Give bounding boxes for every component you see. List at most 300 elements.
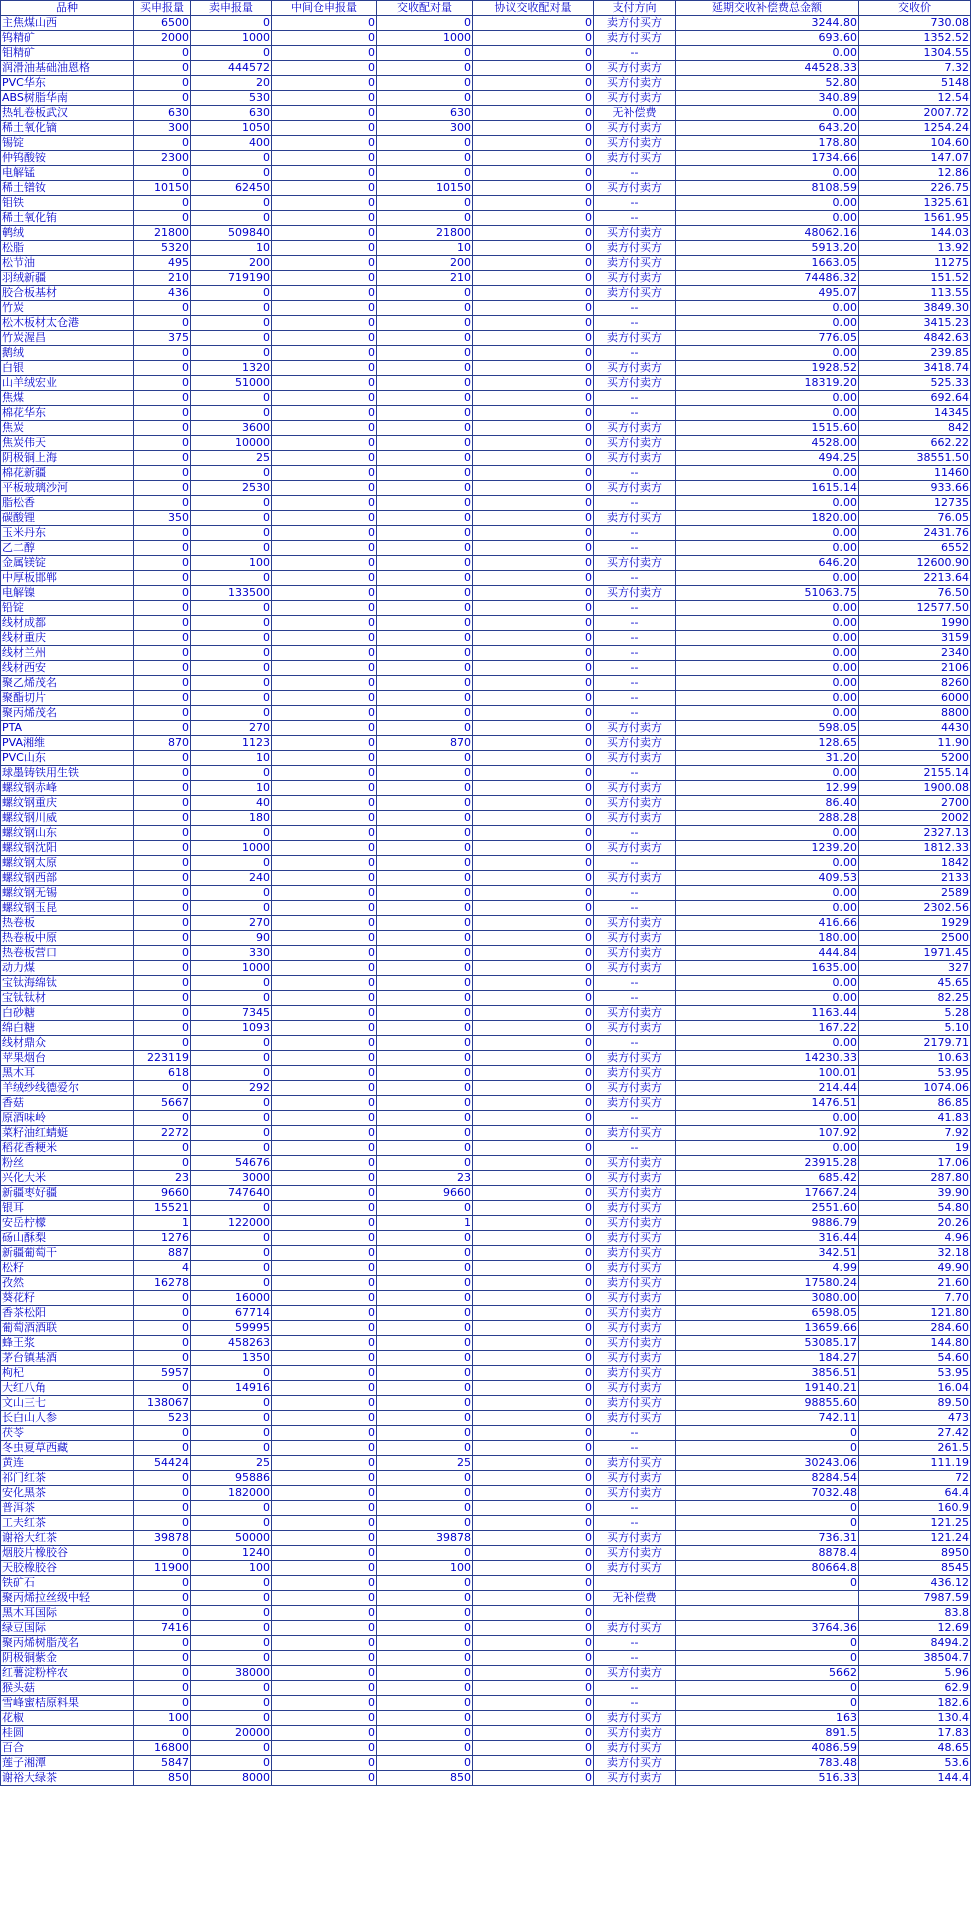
cell-buy-qty: 0 (134, 136, 191, 151)
cell-product-name: 竹炭渥昌 (1, 331, 134, 346)
cell-agreement-qty: 0 (473, 1321, 594, 1336)
cell-product-name: 稀土氧化镝 (1, 121, 134, 136)
cell-middle-qty: 0 (272, 1051, 377, 1066)
cell-buy-qty: 9660 (134, 1186, 191, 1201)
table-row (1, 631, 971, 646)
cell-sell-qty: 182000 (191, 1486, 272, 1501)
cell-middle-qty: 0 (272, 406, 377, 421)
cell-buy-qty: 0 (134, 451, 191, 466)
cell-middle-qty: 0 (272, 1216, 377, 1231)
cell-matched-qty: 0 (377, 931, 473, 946)
cell-sell-qty: 240 (191, 871, 272, 886)
cell-pay-direction: 买方付卖方 (594, 1771, 676, 1786)
cell-agreement-qty: 0 (473, 271, 594, 286)
cell-buy-qty: 0 (134, 916, 191, 931)
cell-product-name: 螺纹钢太原 (1, 856, 134, 871)
cell-product-name: 电解镍 (1, 586, 134, 601)
cell-product-name: 锡锭 (1, 136, 134, 151)
cell-delivery-price: 41.83 (859, 1111, 971, 1126)
cell-buy-qty: 0 (134, 1486, 191, 1501)
cell-product-name: 焦煤 (1, 391, 134, 406)
cell-product-name: 粉丝 (1, 1156, 134, 1171)
cell-compensation-amount: 0 (676, 1576, 859, 1591)
cell-agreement-qty: 0 (473, 1186, 594, 1201)
cell-sell-qty: 0 (191, 1426, 272, 1441)
cell-middle-qty: 0 (272, 1486, 377, 1501)
cell-agreement-qty: 0 (473, 886, 594, 901)
cell-product-name: 白银 (1, 361, 134, 376)
cell-product-name: 钼铁 (1, 196, 134, 211)
cell-compensation-amount: 646.20 (676, 556, 859, 571)
table-row (1, 1276, 971, 1291)
table-row (1, 976, 971, 991)
cell-agreement-qty: 0 (473, 661, 594, 676)
cell-buy-qty: 6500 (134, 16, 191, 31)
cell-agreement-qty: 0 (473, 106, 594, 121)
cell-matched-qty: 0 (377, 616, 473, 631)
cell-buy-qty: 39878 (134, 1531, 191, 1546)
cell-compensation-amount: 0.00 (676, 601, 859, 616)
cell-pay-direction: 无补偿费 (594, 106, 676, 121)
table-row (1, 1741, 971, 1756)
cell-compensation-amount: 23915.28 (676, 1156, 859, 1171)
cell-agreement-qty: 0 (473, 781, 594, 796)
cell-compensation-amount: 7032.48 (676, 1486, 859, 1501)
cell-delivery-price: 16.04 (859, 1381, 971, 1396)
cell-buy-qty: 16800 (134, 1741, 191, 1756)
table-row (1, 286, 971, 301)
cell-middle-qty: 0 (272, 976, 377, 991)
col-header-matched-qty: 交收配对量 (377, 1, 473, 16)
cell-pay-direction: 卖方付买方 (594, 1756, 676, 1771)
cell-delivery-price: 12.69 (859, 1621, 971, 1636)
cell-buy-qty: 618 (134, 1066, 191, 1081)
cell-buy-qty: 870 (134, 736, 191, 751)
cell-agreement-qty: 0 (473, 346, 594, 361)
cell-sell-qty: 0 (191, 691, 272, 706)
cell-middle-qty: 0 (272, 1501, 377, 1516)
cell-pay-direction: 卖方付买方 (594, 1411, 676, 1426)
cell-product-name: 聚酯切片 (1, 691, 134, 706)
cell-product-name: PVC山东 (1, 751, 134, 766)
cell-matched-qty: 0 (377, 151, 473, 166)
cell-matched-qty: 0 (377, 91, 473, 106)
cell-pay-direction: 买方付卖方 (594, 1471, 676, 1486)
cell-middle-qty: 0 (272, 196, 377, 211)
cell-delivery-price: 11275 (859, 256, 971, 271)
table-row (1, 1606, 971, 1621)
cell-product-name: 绿豆国际 (1, 1621, 134, 1636)
cell-matched-qty: 0 (377, 886, 473, 901)
cell-product-name: 安化黑茶 (1, 1486, 134, 1501)
cell-sell-qty: 0 (191, 1636, 272, 1651)
cell-product-name: 烟胶片橡胶谷 (1, 1546, 134, 1561)
table-row (1, 331, 971, 346)
cell-sell-qty: 0 (191, 1621, 272, 1636)
cell-product-name: 莲子湘潭 (1, 1756, 134, 1771)
cell-product-name: 枸杞 (1, 1366, 134, 1381)
cell-agreement-qty: 0 (473, 301, 594, 316)
cell-matched-qty: 0 (377, 946, 473, 961)
cell-pay-direction: 买方付卖方 (594, 1531, 676, 1546)
cell-middle-qty: 0 (272, 676, 377, 691)
cell-agreement-qty: 0 (473, 871, 594, 886)
cell-product-name: 仲钨酸铵 (1, 151, 134, 166)
cell-product-name: 羽绒新疆 (1, 271, 134, 286)
cell-matched-qty: 0 (377, 421, 473, 436)
cell-middle-qty: 0 (272, 526, 377, 541)
cell-product-name: 阴极铜紫金 (1, 1651, 134, 1666)
cell-pay-direction: 买方付卖方 (594, 436, 676, 451)
cell-middle-qty: 0 (272, 1516, 377, 1531)
cell-agreement-qty: 0 (473, 646, 594, 661)
cell-middle-qty: 0 (272, 1231, 377, 1246)
cell-matched-qty: 0 (377, 1501, 473, 1516)
cell-middle-qty: 0 (272, 1561, 377, 1576)
cell-compensation-amount: 0.00 (676, 346, 859, 361)
cell-matched-qty: 0 (377, 1306, 473, 1321)
cell-pay-direction: -- (594, 886, 676, 901)
cell-matched-qty: 0 (377, 76, 473, 91)
cell-pay-direction: 买方付卖方 (594, 721, 676, 736)
cell-sell-qty: 0 (191, 496, 272, 511)
table-row (1, 1051, 971, 1066)
table-row (1, 1636, 971, 1651)
cell-matched-qty: 0 (377, 841, 473, 856)
cell-matched-qty: 23 (377, 1171, 473, 1186)
cell-agreement-qty: 0 (473, 1651, 594, 1666)
cell-sell-qty: 67714 (191, 1306, 272, 1321)
cell-agreement-qty: 0 (473, 1741, 594, 1756)
cell-compensation-amount: 891.5 (676, 1726, 859, 1741)
cell-buy-qty: 850 (134, 1771, 191, 1786)
cell-pay-direction: 买方付卖方 (594, 1021, 676, 1036)
cell-sell-qty: 0 (191, 676, 272, 691)
cell-matched-qty: 0 (377, 796, 473, 811)
cell-matched-qty: 1 (377, 1216, 473, 1231)
cell-agreement-qty: 0 (473, 1336, 594, 1351)
cell-matched-qty: 0 (377, 856, 473, 871)
cell-sell-qty: 0 (191, 991, 272, 1006)
cell-middle-qty: 0 (272, 1156, 377, 1171)
cell-buy-qty: 0 (134, 421, 191, 436)
table-row (1, 586, 971, 601)
cell-buy-qty: 0 (134, 436, 191, 451)
cell-matched-qty: 10 (377, 241, 473, 256)
cell-agreement-qty: 0 (473, 541, 594, 556)
cell-middle-qty: 0 (272, 1681, 377, 1696)
cell-middle-qty: 0 (272, 811, 377, 826)
cell-buy-qty: 0 (134, 871, 191, 886)
cell-pay-direction: 卖方付买方 (594, 1096, 676, 1111)
table-row (1, 676, 971, 691)
cell-matched-qty: 0 (377, 1201, 473, 1216)
table-row (1, 1591, 971, 1606)
cell-agreement-qty: 0 (473, 1636, 594, 1651)
cell-compensation-amount: 0.00 (676, 1111, 859, 1126)
cell-agreement-qty: 0 (473, 526, 594, 541)
cell-sell-qty: 1123 (191, 736, 272, 751)
cell-compensation-amount: 48062.16 (676, 226, 859, 241)
cell-compensation-amount: 0.00 (676, 766, 859, 781)
cell-middle-qty: 0 (272, 961, 377, 976)
cell-delivery-price: 121.24 (859, 1531, 971, 1546)
cell-sell-qty: 0 (191, 406, 272, 421)
cell-compensation-amount: 12.99 (676, 781, 859, 796)
cell-buy-qty: 0 (134, 346, 191, 361)
cell-agreement-qty: 0 (473, 1696, 594, 1711)
table-row (1, 1156, 971, 1171)
cell-pay-direction: 买方付卖方 (594, 946, 676, 961)
cell-agreement-qty: 0 (473, 1546, 594, 1561)
cell-agreement-qty: 0 (473, 1501, 594, 1516)
cell-compensation-amount: 1515.60 (676, 421, 859, 436)
cell-buy-qty: 0 (134, 1666, 191, 1681)
table-row (1, 196, 971, 211)
cell-middle-qty: 0 (272, 76, 377, 91)
cell-sell-qty: 630 (191, 106, 272, 121)
cell-delivery-price: 5.96 (859, 1666, 971, 1681)
cell-middle-qty: 0 (272, 1711, 377, 1726)
cell-middle-qty: 0 (272, 706, 377, 721)
cell-product-name: 安岳柠檬 (1, 1216, 134, 1231)
cell-delivery-price: 2106 (859, 661, 971, 676)
cell-product-name: 苹果烟台 (1, 1051, 134, 1066)
cell-buy-qty: 0 (134, 721, 191, 736)
table-row (1, 601, 971, 616)
cell-buy-qty: 0 (134, 1591, 191, 1606)
cell-pay-direction: 买方付卖方 (594, 931, 676, 946)
cell-agreement-qty: 0 (473, 376, 594, 391)
cell-sell-qty: 10000 (191, 436, 272, 451)
cell-compensation-amount: 3856.51 (676, 1366, 859, 1381)
cell-buy-qty: 0 (134, 1441, 191, 1456)
cell-pay-direction: 卖方付买方 (594, 1276, 676, 1291)
cell-pay-direction: 买方付卖方 (594, 736, 676, 751)
cell-compensation-amount: 0 (676, 1516, 859, 1531)
cell-compensation-amount: 19140.21 (676, 1381, 859, 1396)
cell-compensation-amount: 53085.17 (676, 1336, 859, 1351)
cell-compensation-amount (676, 1606, 859, 1621)
cell-delivery-price: 147.07 (859, 151, 971, 166)
table-row (1, 1456, 971, 1471)
cell-product-name: 冬虫夏草西藏 (1, 1441, 134, 1456)
cell-pay-direction: -- (594, 196, 676, 211)
cell-compensation-amount: 0.00 (676, 106, 859, 121)
cell-middle-qty: 0 (272, 31, 377, 46)
cell-delivery-price: 151.52 (859, 271, 971, 286)
table-row (1, 1291, 971, 1306)
cell-agreement-qty: 0 (473, 1711, 594, 1726)
cell-middle-qty: 0 (272, 1261, 377, 1276)
cell-pay-direction: 买方付卖方 (594, 811, 676, 826)
cell-middle-qty: 0 (272, 1306, 377, 1321)
cell-pay-direction: 卖方付买方 (594, 151, 676, 166)
cell-matched-qty: 200 (377, 256, 473, 271)
cell-product-name: 螺纹钢玉昆 (1, 901, 134, 916)
cell-middle-qty: 0 (272, 826, 377, 841)
table-row (1, 1411, 971, 1426)
cell-delivery-price: 6000 (859, 691, 971, 706)
cell-buy-qty: 5667 (134, 1096, 191, 1111)
cell-pay-direction: -- (594, 346, 676, 361)
cell-compensation-amount: 3764.36 (676, 1621, 859, 1636)
cell-compensation-amount: 0.00 (676, 631, 859, 646)
cell-compensation-amount: 1476.51 (676, 1096, 859, 1111)
cell-matched-qty: 0 (377, 601, 473, 616)
cell-pay-direction: -- (594, 541, 676, 556)
cell-product-name: 银耳 (1, 1201, 134, 1216)
cell-compensation-amount: 178.80 (676, 136, 859, 151)
cell-product-name: 茯苓 (1, 1426, 134, 1441)
cell-delivery-price: 160.9 (859, 1501, 971, 1516)
cell-product-name: 黑木耳 (1, 1066, 134, 1081)
cell-matched-qty: 300 (377, 121, 473, 136)
cell-agreement-qty: 0 (473, 1156, 594, 1171)
cell-matched-qty: 0 (377, 1366, 473, 1381)
cell-matched-qty: 0 (377, 436, 473, 451)
cell-product-name: 百合 (1, 1741, 134, 1756)
cell-product-name: 螺纹钢西部 (1, 871, 134, 886)
cell-pay-direction: 卖方付买方 (594, 1711, 676, 1726)
cell-agreement-qty: 0 (473, 46, 594, 61)
cell-agreement-qty: 0 (473, 991, 594, 1006)
table-row (1, 1096, 971, 1111)
cell-pay-direction: 卖方付买方 (594, 1261, 676, 1276)
cell-middle-qty: 0 (272, 106, 377, 121)
table-row (1, 826, 971, 841)
cell-compensation-amount: 0.00 (676, 886, 859, 901)
table-row (1, 946, 971, 961)
cell-pay-direction: 买方付卖方 (594, 1321, 676, 1336)
cell-product-name: 白砂糖 (1, 1006, 134, 1021)
cell-sell-qty: 14916 (191, 1381, 272, 1396)
cell-buy-qty: 0 (134, 691, 191, 706)
cell-sell-qty: 0 (191, 1651, 272, 1666)
table-row (1, 121, 971, 136)
cell-buy-qty: 4 (134, 1261, 191, 1276)
cell-delivery-price: 48.65 (859, 1741, 971, 1756)
cell-delivery-price: 17.83 (859, 1726, 971, 1741)
cell-sell-qty: 0 (191, 1696, 272, 1711)
cell-matched-qty: 0 (377, 346, 473, 361)
cell-agreement-qty: 0 (473, 976, 594, 991)
cell-buy-qty: 0 (134, 1036, 191, 1051)
cell-product-name: 大红八角 (1, 1381, 134, 1396)
cell-matched-qty: 0 (377, 1681, 473, 1696)
cell-delivery-price: 1812.33 (859, 841, 971, 856)
cell-pay-direction: 卖方付买方 (594, 1066, 676, 1081)
cell-pay-direction: -- (594, 316, 676, 331)
cell-buy-qty: 0 (134, 826, 191, 841)
cell-buy-qty: 523 (134, 1411, 191, 1426)
cell-buy-qty: 16278 (134, 1276, 191, 1291)
cell-matched-qty: 0 (377, 901, 473, 916)
cell-compensation-amount: 51063.75 (676, 586, 859, 601)
table-row (1, 76, 971, 91)
cell-middle-qty: 0 (272, 1066, 377, 1081)
cell-product-name: 羊绒纱线德爱尔 (1, 1081, 134, 1096)
cell-buy-qty: 630 (134, 106, 191, 121)
cell-agreement-qty: 0 (473, 1111, 594, 1126)
cell-buy-qty: 0 (134, 1141, 191, 1156)
cell-agreement-qty: 0 (473, 1201, 594, 1216)
cell-agreement-qty: 0 (473, 1306, 594, 1321)
cell-matched-qty: 25 (377, 1456, 473, 1471)
cell-buy-qty: 1 (134, 1216, 191, 1231)
header-row (1, 1, 971, 16)
cell-pay-direction: -- (594, 496, 676, 511)
col-header-middle-qty: 中间仓申报量 (272, 1, 377, 16)
cell-agreement-qty: 0 (473, 1396, 594, 1411)
cell-product-name: 润滑油基础油恩格 (1, 61, 134, 76)
cell-sell-qty: 0 (191, 316, 272, 331)
cell-buy-qty: 0 (134, 556, 191, 571)
cell-delivery-price: 76.50 (859, 586, 971, 601)
cell-compensation-amount: 0.00 (676, 391, 859, 406)
cell-agreement-qty: 0 (473, 331, 594, 346)
cell-pay-direction: -- (594, 976, 676, 991)
cell-buy-qty: 0 (134, 886, 191, 901)
cell-product-name: 工夫红茶 (1, 1516, 134, 1531)
cell-compensation-amount: 1928.52 (676, 361, 859, 376)
cell-agreement-qty: 0 (473, 196, 594, 211)
cell-matched-qty: 0 (377, 301, 473, 316)
cell-matched-qty: 0 (377, 1096, 473, 1111)
cell-middle-qty: 0 (272, 796, 377, 811)
table-row (1, 271, 971, 286)
cell-sell-qty: 200 (191, 256, 272, 271)
cell-delivery-price: 4.96 (859, 1231, 971, 1246)
cell-sell-qty: 400 (191, 136, 272, 151)
table-row (1, 871, 971, 886)
cell-delivery-price: 2327.13 (859, 826, 971, 841)
cell-product-name: 聚丙烯拉丝级中轻 (1, 1591, 134, 1606)
cell-delivery-price: 86.85 (859, 1096, 971, 1111)
table-row (1, 1426, 971, 1441)
cell-compensation-amount: 30243.06 (676, 1456, 859, 1471)
cell-middle-qty: 0 (272, 61, 377, 76)
cell-compensation-amount: 0.00 (676, 46, 859, 61)
cell-sell-qty: 0 (191, 1606, 272, 1621)
cell-product-name: 菜籽油红蜻蜓 (1, 1126, 134, 1141)
cell-delivery-price: 121.25 (859, 1516, 971, 1531)
cell-buy-qty: 0 (134, 1651, 191, 1666)
cell-delivery-price: 5148 (859, 76, 971, 91)
cell-buy-qty: 0 (134, 196, 191, 211)
cell-middle-qty: 0 (272, 586, 377, 601)
cell-pay-direction: -- (594, 601, 676, 616)
cell-sell-qty: 0 (191, 211, 272, 226)
cell-matched-qty: 0 (377, 1036, 473, 1051)
cell-pay-direction: 无补偿费 (594, 1591, 676, 1606)
cell-middle-qty: 0 (272, 1546, 377, 1561)
cell-matched-qty: 0 (377, 316, 473, 331)
cell-buy-qty: 2300 (134, 151, 191, 166)
cell-middle-qty: 0 (272, 1381, 377, 1396)
cell-sell-qty: 0 (191, 286, 272, 301)
table-row (1, 1111, 971, 1126)
cell-sell-qty: 530 (191, 91, 272, 106)
table-row (1, 1711, 971, 1726)
cell-delivery-price: 144.80 (859, 1336, 971, 1351)
cell-middle-qty: 0 (272, 241, 377, 256)
cell-delivery-price: 1900.08 (859, 781, 971, 796)
cell-matched-qty: 0 (377, 1351, 473, 1366)
cell-agreement-qty: 0 (473, 211, 594, 226)
cell-matched-qty: 0 (377, 451, 473, 466)
cell-delivery-price: 2340 (859, 646, 971, 661)
